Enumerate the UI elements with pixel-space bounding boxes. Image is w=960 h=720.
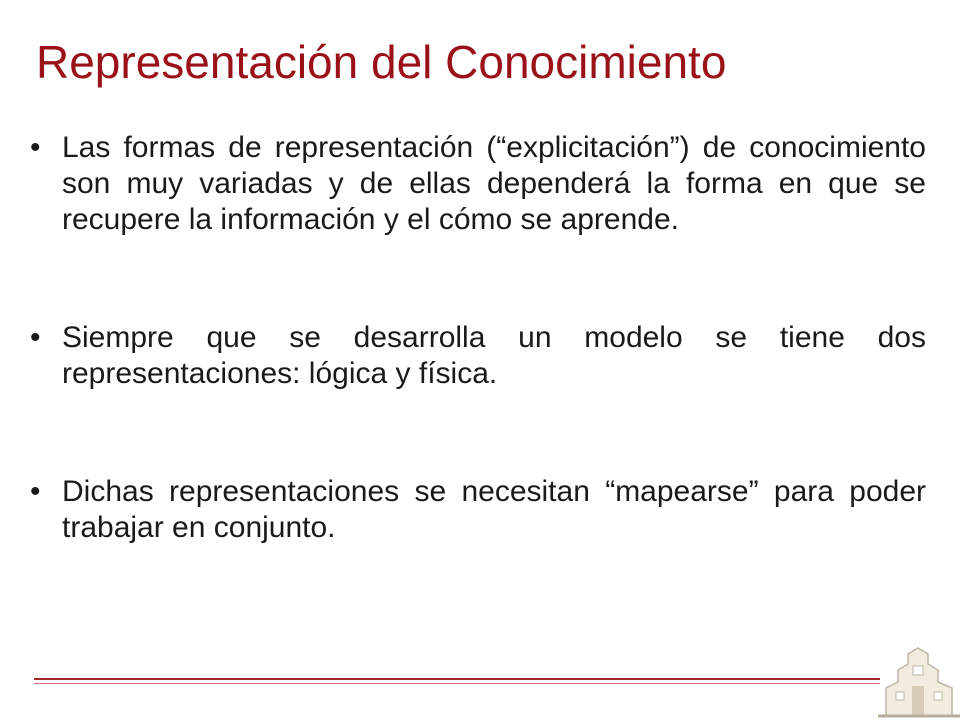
bullet-item (30, 474, 926, 546)
bullet-list (30, 130, 926, 546)
bullet-text: Siempre que se desarrolla un modelo se tiene dos representaciones: lógica y física. (62, 321, 926, 390)
bullet-text: Dichas representaciones se necesitan “mapearse” para poder trabajar en conjunto. (62, 475, 926, 544)
footer-divider (34, 678, 880, 680)
bullet-marker: • (30, 321, 41, 354)
bullet-marker: • (30, 131, 41, 164)
bullet-text: Las formas de representación (“explicitación”) de conocimiento son muy variadas y de ellas dependerá la forma en que se recupere la información y el cómo se aprende. (62, 131, 926, 236)
bullet-item (30, 130, 926, 238)
building-seal-icon (878, 640, 960, 720)
bullet-marker: • (30, 475, 41, 508)
footer-divider-thin (34, 683, 880, 684)
slide-title: Representación del Conocimiento (36, 36, 727, 88)
bullet-item (30, 320, 926, 392)
